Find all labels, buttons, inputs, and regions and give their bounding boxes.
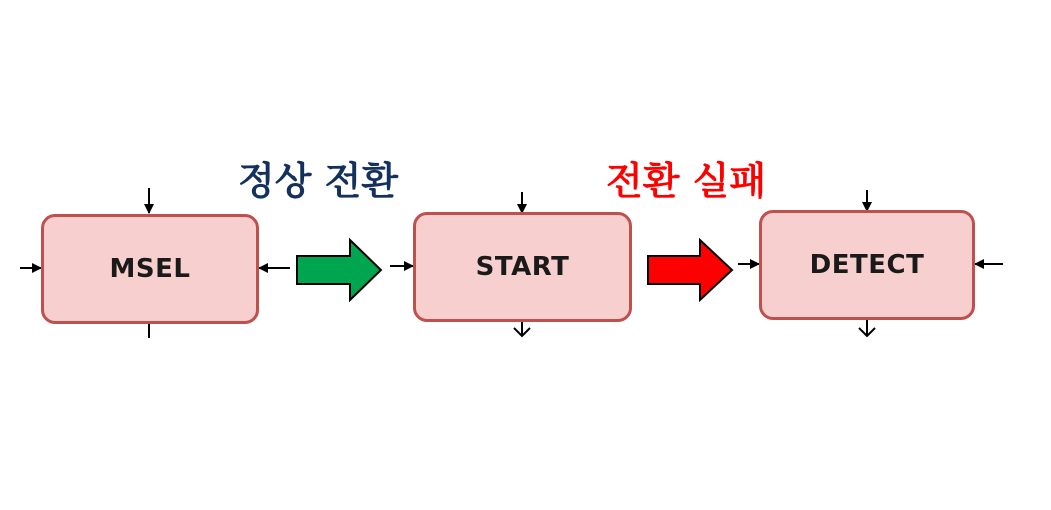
success-transition-label: 정상 전환: [238, 159, 399, 203]
state-start: [413, 212, 632, 322]
failure-arrow: [648, 240, 732, 300]
failure-transition-label: 전환 실패: [606, 159, 767, 203]
state-msel-label: MSEL: [109, 254, 191, 284]
state-msel: [41, 214, 259, 324]
state-detect: [759, 210, 975, 320]
state-detect-label: DETECT: [809, 250, 925, 280]
success-arrow: [297, 240, 381, 300]
state-start-label: START: [475, 252, 570, 282]
